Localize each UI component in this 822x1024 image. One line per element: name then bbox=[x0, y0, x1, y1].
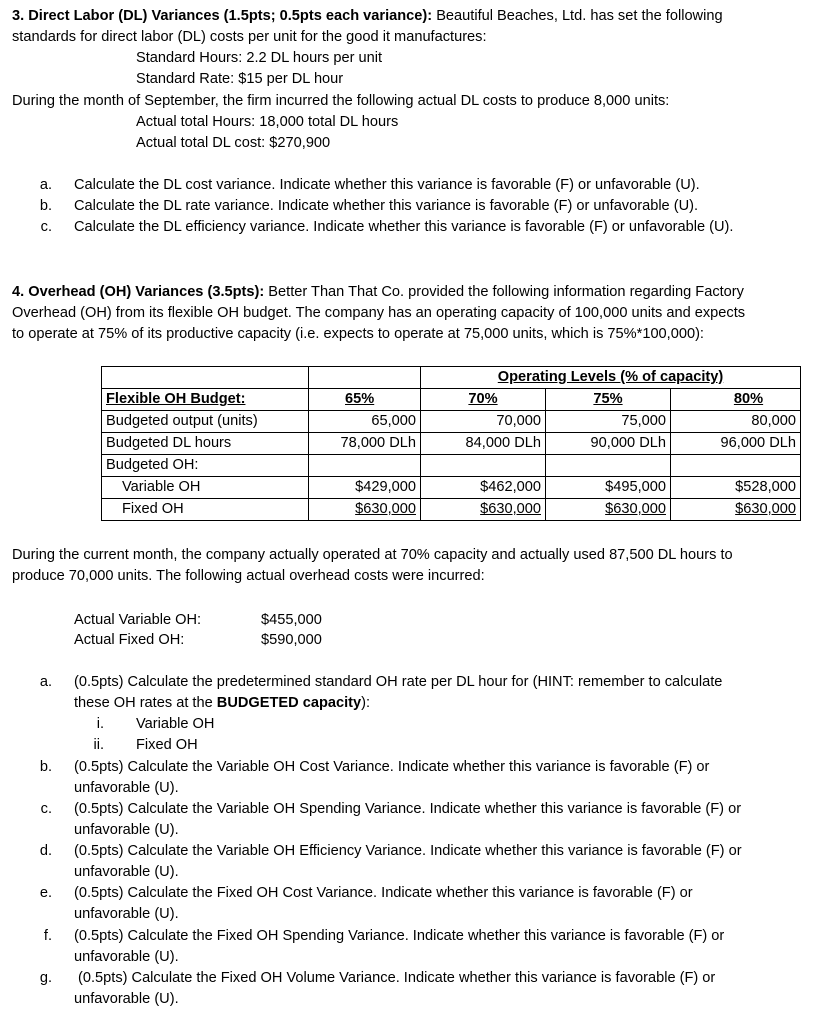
q4-intro-line1 bbox=[12, 282, 744, 303]
table-cell bbox=[102, 367, 309, 389]
list-item-text: Calculate the DL rate variance. Indicate whether this variance is favorable (F) or unfavorable (U). bbox=[74, 198, 699, 214]
list-item-text: Calculate the DL cost variance. Indicate whether this variance is favorable (F) or unfavorable (U). bbox=[74, 177, 700, 193]
list-item-text-cont: unfavorable (U). bbox=[74, 780, 179, 796]
q3-standard-hours: Standard Hours: 2.2 DL hours per unit bbox=[136, 50, 383, 66]
q4-actual-line2: produce 70,000 units. The following actual overhead costs were incurred: bbox=[12, 568, 485, 584]
list-item-text: (0.5pts) Calculate the Variable OH Cost Variance. Indicate whether this variance is favorable (F) or bbox=[74, 759, 710, 775]
text-run: these OH rates at the bbox=[74, 695, 217, 711]
list-marker: i. bbox=[96, 716, 104, 732]
list-item-text: (0.5pts) Calculate the Fixed OH Volume Variance. Indicate whether this variance is favorable (F) or bbox=[78, 970, 716, 986]
list-item-text-cont: unfavorable (U). bbox=[74, 906, 179, 922]
row-label: Fixed OH bbox=[102, 499, 309, 521]
level-80-header: 80% bbox=[671, 389, 801, 411]
table-row-budgeted-dl-hours bbox=[102, 433, 801, 455]
list-marker: g. bbox=[39, 970, 52, 986]
table-cell bbox=[546, 455, 671, 477]
q4-item-a-line2 bbox=[74, 693, 370, 714]
table-cell: $630,000 bbox=[309, 499, 421, 521]
table-row-budgeted-output bbox=[102, 411, 801, 433]
list-item-text: (0.5pts) Calculate the Variable OH Efficiency Variance. Indicate whether this variance is favorable (F) or bbox=[74, 843, 742, 859]
table-cell: 65,000 bbox=[309, 411, 421, 433]
level-75-header: 75% bbox=[546, 389, 671, 411]
table-row-fixed-oh bbox=[102, 499, 801, 521]
text-run: ): bbox=[361, 695, 371, 711]
q4-intro-line3: to operate at 75% of its productive capacity (i.e. expects to operate at 75,000 units, which is 75%*100,000): bbox=[12, 326, 704, 342]
flexible-oh-budget-label: Flexible OH Budget: bbox=[102, 389, 309, 411]
list-marker: e. bbox=[39, 885, 52, 901]
table-cell: 84,000 DLh bbox=[421, 433, 546, 455]
table-row-levels bbox=[102, 389, 801, 411]
list-item-text: (0.5pts) Calculate the Fixed OH Spending Variance. Indicate whether this variance is favorable (F) or bbox=[74, 928, 725, 944]
list-item-text-cont: unfavorable (U). bbox=[74, 864, 179, 880]
actual-variable-oh-label: Actual Variable OH: bbox=[74, 612, 202, 628]
q3-actual-hours: Actual total Hours: 18,000 total DL hours bbox=[136, 114, 399, 130]
list-marker: b. bbox=[39, 759, 52, 775]
list-item-text: (0.5pts) Calculate the Fixed OH Cost Variance. Indicate whether this variance is favorable (F) or bbox=[74, 885, 693, 901]
q3-intro-line2: standards for direct labor (DL) costs per unit for the good it manufactures: bbox=[12, 29, 487, 45]
list-item-text-cont: unfavorable (U). bbox=[74, 949, 179, 965]
q3-intro-rest: Beautiful Beaches, Ltd. has set the following bbox=[432, 8, 723, 24]
list-marker: a. bbox=[39, 674, 52, 690]
row-label: Variable OH bbox=[102, 477, 309, 499]
q3-actual-cost: Actual total DL cost: $270,900 bbox=[136, 135, 331, 151]
table-cell: $630,000 bbox=[421, 499, 546, 521]
list-marker: c. bbox=[40, 801, 52, 817]
table-cell: 75,000 bbox=[546, 411, 671, 433]
flexible-oh-budget-table bbox=[101, 366, 801, 521]
level-70-header: 70% bbox=[421, 389, 546, 411]
q4-intro-line2: Overhead (OH) from its flexible OH budget. The company has an operating capacity of 100,000 units and expects bbox=[12, 305, 746, 321]
table-cell: 96,000 DLh bbox=[671, 433, 801, 455]
table-cell bbox=[309, 367, 421, 389]
list-marker: f. bbox=[43, 928, 52, 944]
table-cell: 90,000 DLh bbox=[546, 433, 671, 455]
list-item-text: Variable OH bbox=[136, 716, 215, 732]
actual-variable-oh-value: $455,000 bbox=[261, 612, 322, 628]
list-marker: b. bbox=[39, 198, 52, 214]
table-cell bbox=[421, 455, 546, 477]
row-label: Budgeted output (units) bbox=[102, 411, 309, 433]
list-item-text-cont: unfavorable (U). bbox=[74, 822, 179, 838]
table-cell: $462,000 bbox=[421, 477, 546, 499]
q4-heading: 4. Overhead (OH) Variances (3.5pts): bbox=[12, 284, 265, 300]
q4-actual-line1: During the current month, the company actually operated at 70% capacity and actually used 87,500 DL hours to bbox=[12, 547, 733, 563]
table-cell: $630,000 bbox=[671, 499, 801, 521]
list-marker: c. bbox=[40, 219, 52, 235]
list-item-text: Fixed OH bbox=[136, 737, 198, 753]
row-label: Budgeted OH: bbox=[102, 455, 309, 477]
actual-fixed-oh-label: Actual Fixed OH: bbox=[74, 632, 185, 648]
row-label: Budgeted DL hours bbox=[102, 433, 309, 455]
q3-heading: 3. Direct Labor (DL) Variances (1.5pts; 0.5pts each variance): bbox=[12, 8, 433, 24]
table-row-variable-oh bbox=[102, 477, 801, 499]
list-marker: d. bbox=[39, 843, 52, 859]
table-row-operating-levels bbox=[102, 367, 801, 389]
q4-intro-rest: Better Than That Co. provided the following information regarding Factory bbox=[264, 284, 744, 300]
budgeted-capacity-emphasis: BUDGETED capacity bbox=[216, 695, 362, 711]
q3-intro-line1 bbox=[12, 6, 723, 27]
actual-fixed-oh-value: $590,000 bbox=[261, 632, 322, 648]
table-cell: $630,000 bbox=[546, 499, 671, 521]
table-cell: $429,000 bbox=[309, 477, 421, 499]
q3-standard-rate: Standard Rate: $15 per DL hour bbox=[136, 71, 344, 87]
table-row-budgeted-oh bbox=[102, 455, 801, 477]
table-cell: $528,000 bbox=[671, 477, 801, 499]
table-cell bbox=[309, 455, 421, 477]
list-marker: ii. bbox=[93, 737, 104, 753]
list-item-text: (0.5pts) Calculate the Variable OH Spending Variance. Indicate whether this variance is favorable (F) or bbox=[74, 801, 742, 817]
operating-levels-header: Operating Levels (% of capacity) bbox=[421, 367, 801, 389]
list-item-text-cont: unfavorable (U). bbox=[74, 991, 179, 1007]
q3-month-line: During the month of September, the firm incurred the following actual DL costs to produce 8,000 units: bbox=[12, 93, 670, 109]
list-marker: a. bbox=[39, 177, 52, 193]
table-cell: 78,000 DLh bbox=[309, 433, 421, 455]
level-65-header: 65% bbox=[309, 389, 421, 411]
table-cell: 70,000 bbox=[421, 411, 546, 433]
table-cell: 80,000 bbox=[671, 411, 801, 433]
list-item-text: Calculate the DL efficiency variance. Indicate whether this variance is favorable (F) or unfavorable (U). bbox=[74, 219, 734, 235]
list-item-text: (0.5pts) Calculate the predetermined standard OH rate per DL hour for (HINT: remember to calculate bbox=[74, 674, 723, 690]
table-cell bbox=[671, 455, 801, 477]
table-cell: $495,000 bbox=[546, 477, 671, 499]
